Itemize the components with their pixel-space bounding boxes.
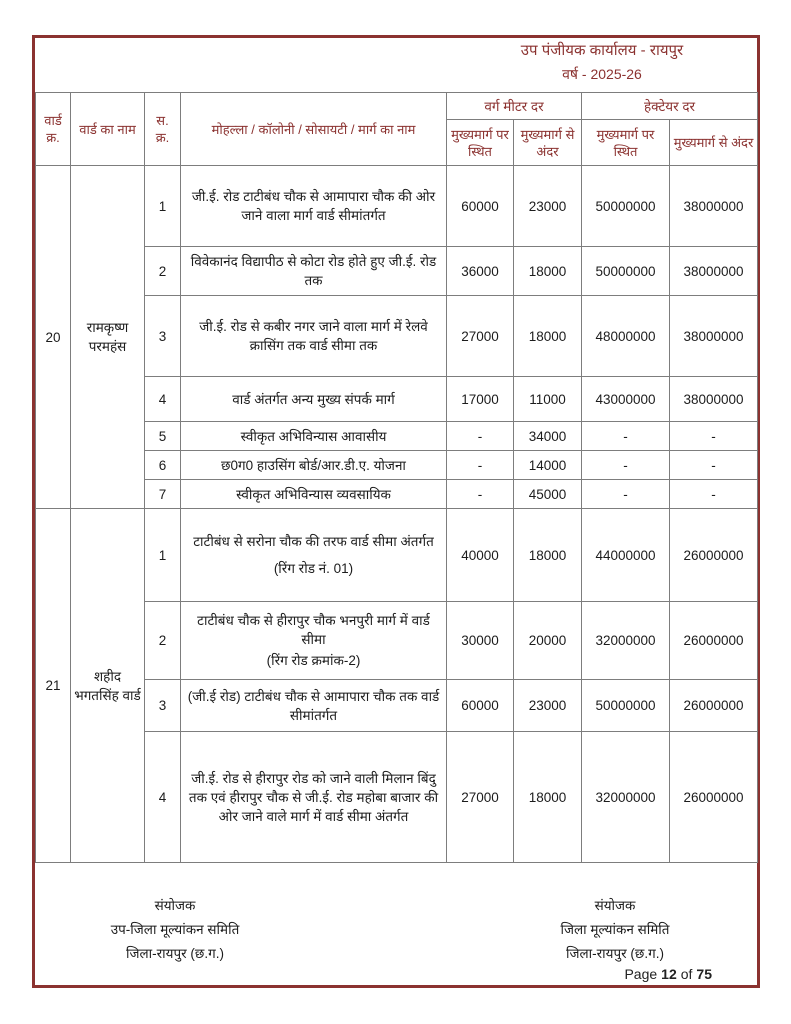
signatory-right [530, 894, 700, 966]
office-title: उप पंजीयक कार्यालय - रायपुर [520, 42, 684, 59]
year-label: वर्ष - 2025-26 [562, 66, 642, 82]
rate-cell: 18000 [514, 247, 582, 296]
rate-cell: - [670, 422, 758, 451]
col-header-serial-no: स. क्र. [145, 93, 181, 166]
page-number [624, 966, 712, 982]
signatory-right-committee: जिला मूल्यांकन समिति [560, 922, 670, 937]
road-desc-cell: छ0ग0 हाउसिंग बोर्ड/आर.डी.ए. योजना [181, 451, 447, 480]
rate-cell: 38000000 [670, 247, 758, 296]
header-group-row [36, 93, 758, 120]
table-row [36, 166, 758, 247]
road-desc-note: (रिंग रोड नं. 01) [273, 561, 354, 576]
rate-cell: 18000 [514, 732, 582, 863]
rate-cell: - [670, 451, 758, 480]
road-desc-cell: जी.ई. रोड से कबीर नगर जाने वाला मार्ग में रेलवे क्रासिंग तक वार्ड सीमा तक [181, 296, 447, 377]
road-desc-text: टाटीबंध से सरोना चौक की तरफ वार्ड सीमा अंतर्गत [193, 534, 434, 549]
road-desc-note: (रिंग रोड क्रमांक-2) [266, 653, 361, 668]
serial-cell: 3 [145, 296, 181, 377]
col-header-hect-on-main: मुख्यमार्ग पर स्थित [582, 120, 670, 166]
rate-cell: 26000000 [670, 680, 758, 732]
rate-cell: 60000 [447, 166, 514, 247]
rate-cell: 18000 [514, 509, 582, 602]
ward-no-cell: 21 [36, 509, 71, 863]
road-desc-cell: स्वीकृत अभिविन्यास व्यवसायिक [181, 480, 447, 509]
signatory-right-title: संयोजक [594, 898, 636, 913]
table-row [36, 247, 758, 296]
rate-cell: 45000 [514, 480, 582, 509]
rate-cell: 50000000 [582, 680, 670, 732]
page-number-prefix: Page [624, 966, 658, 982]
rate-cell: 38000000 [670, 377, 758, 422]
serial-cell: 1 [145, 166, 181, 247]
rates-table [35, 92, 758, 863]
table-row [36, 422, 758, 451]
rate-cell: 23000 [514, 166, 582, 247]
rate-cell: - [582, 422, 670, 451]
page-number-total: 75 [696, 966, 712, 982]
rate-cell: 26000000 [670, 602, 758, 680]
title-block [452, 39, 752, 86]
rate-cell: 32000000 [582, 602, 670, 680]
col-header-ward-no: वार्ड क्र. [36, 93, 71, 166]
rate-cell: - [447, 451, 514, 480]
rate-cell: 36000 [447, 247, 514, 296]
road-desc-cell [181, 509, 447, 602]
rate-cell: 32000000 [582, 732, 670, 863]
rate-cell: 26000000 [670, 732, 758, 863]
col-group-sqm-rate: वर्ग मीटर दर [447, 93, 582, 120]
table-row [36, 480, 758, 509]
road-desc-cell: स्वीकृत अभिविन्यास आवासीय [181, 422, 447, 451]
ward-name-cell: शहीद भगतसिंह वार्ड [71, 509, 145, 863]
col-header-ward-name: वार्ड का नाम [71, 93, 145, 166]
serial-cell: 1 [145, 509, 181, 602]
road-desc-cell: विवेकानंद विद्यापीठ से कोटा रोड होते हुए जी.ई. रोड तक [181, 247, 447, 296]
document-header [35, 38, 757, 92]
road-desc-cell [181, 602, 447, 680]
col-header-road-name: मोहल्ला / कॉलोनी / सोसायटी / मार्ग का नाम [181, 93, 447, 166]
serial-cell: 6 [145, 451, 181, 480]
rate-cell: 26000000 [670, 509, 758, 602]
rate-cell: 11000 [514, 377, 582, 422]
road-desc-cell: (जी.ई रोड) टाटीबंध चौक से आमापारा चौक तक वार्ड सीमांतर्गत [181, 680, 447, 732]
rate-cell: 14000 [514, 451, 582, 480]
table-row [36, 451, 758, 480]
rate-cell: 18000 [514, 296, 582, 377]
rate-cell: - [447, 480, 514, 509]
rate-cell: - [582, 451, 670, 480]
signatory-right-district: जिला-रायपुर (छ.ग.) [565, 946, 664, 961]
table-row [36, 680, 758, 732]
road-desc-text: टाटीबंध चौक से हीरापुर चौक भनपुरी मार्ग में वार्ड सीमा [197, 613, 430, 647]
rate-cell: 27000 [447, 732, 514, 863]
serial-cell: 2 [145, 247, 181, 296]
rate-cell: 30000 [447, 602, 514, 680]
rate-cell: - [582, 480, 670, 509]
road-desc-cell: जी.ई. रोड टाटीबंध चौक से आमापारा चौक की ओर जाने वाला मार्ग वार्ड सीमांतर्गत [181, 166, 447, 247]
rate-cell: 23000 [514, 680, 582, 732]
col-group-hectare-rate: हेक्टेयर दर [582, 93, 758, 120]
rate-cell: 43000000 [582, 377, 670, 422]
signatory-left-district: जिला-रायपुर (छ.ग.) [125, 946, 224, 961]
rate-cell: 27000 [447, 296, 514, 377]
col-header-sqm-inner: मुख्यमार्ग से अंदर [514, 120, 582, 166]
page-number-current: 12 [661, 966, 677, 982]
table-row [36, 732, 758, 863]
rate-cell: 38000000 [670, 296, 758, 377]
rate-cell: 48000000 [582, 296, 670, 377]
rate-cell: 50000000 [582, 247, 670, 296]
ward-name-cell: रामकृष्ण परमहंस [71, 166, 145, 509]
table-row [36, 296, 758, 377]
serial-cell: 3 [145, 680, 181, 732]
rate-cell: 17000 [447, 377, 514, 422]
rate-cell: 60000 [447, 680, 514, 732]
signatory-left-committee: उप-जिला मूल्यांकन समिति [110, 922, 240, 937]
col-header-hect-inner: मुख्यमार्ग से अंदर [670, 120, 758, 166]
serial-cell: 4 [145, 732, 181, 863]
serial-cell: 4 [145, 377, 181, 422]
document-page [32, 35, 760, 988]
rate-cell: - [447, 422, 514, 451]
signatory-left-title: संयोजक [154, 898, 196, 913]
page-number-of: of [680, 966, 693, 982]
table-row [36, 509, 758, 602]
table-row [36, 377, 758, 422]
rate-cell: 44000000 [582, 509, 670, 602]
road-desc-cell: वार्ड अंतर्गत अन्य मुख्य संपर्क मार्ग [181, 377, 447, 422]
rate-cell: - [670, 480, 758, 509]
serial-cell: 5 [145, 422, 181, 451]
serial-cell: 2 [145, 602, 181, 680]
rate-cell: 50000000 [582, 166, 670, 247]
rate-cell: 20000 [514, 602, 582, 680]
col-header-sqm-on-main: मुख्यमार्ग पर स्थित [447, 120, 514, 166]
rate-cell: 34000 [514, 422, 582, 451]
serial-cell: 7 [145, 480, 181, 509]
table-row [36, 602, 758, 680]
rate-cell: 40000 [447, 509, 514, 602]
ward-no-cell: 20 [36, 166, 71, 509]
signatory-left [85, 894, 265, 966]
road-desc-cell: जी.ई. रोड से हीरापुर रोड को जाने वाली मिलान बिंदु तक एवं हीरापुर चौक से जी.ई. रोड महोबा बाजार की ओर जाने वाले मार्ग में वार्ड सीमा अंतर्गत [181, 732, 447, 863]
rate-cell: 38000000 [670, 166, 758, 247]
